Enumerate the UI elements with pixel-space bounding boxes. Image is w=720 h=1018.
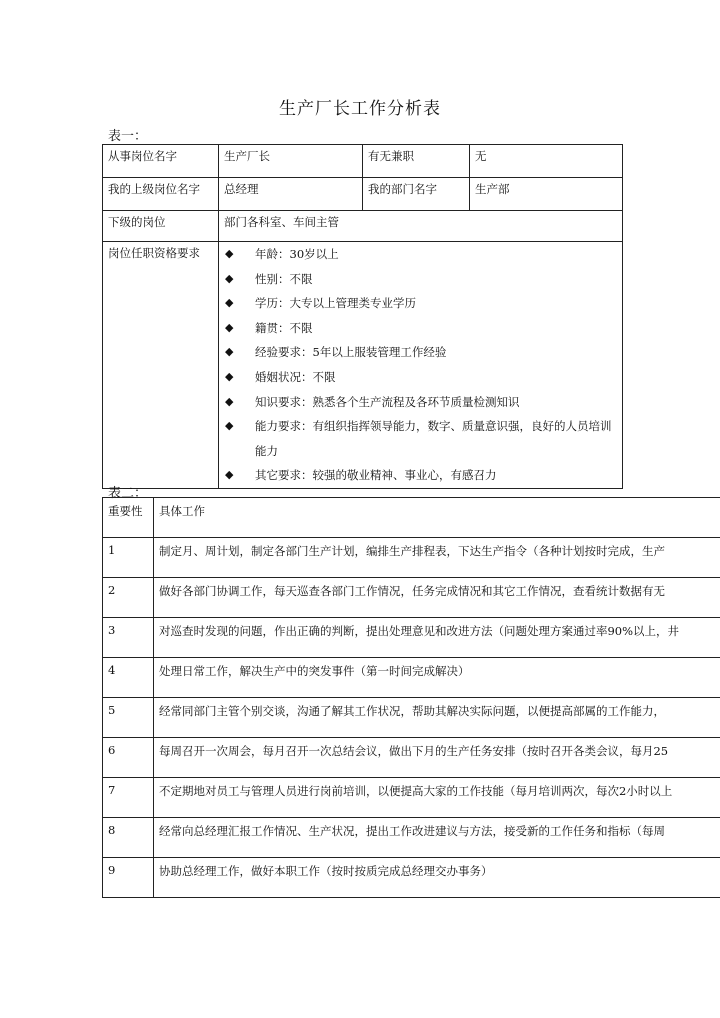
row-number: 5	[103, 698, 154, 738]
duty-text: 对巡查时发现的问题，作出正确的判断，提出处理意见和改进方法（问题处理方案通过率90%以上，井	[154, 618, 720, 658]
diamond-bullet-icon: ◆	[225, 394, 234, 408]
requirement-text: 婚姻状况：不限	[255, 369, 336, 384]
importance-header: 重要性	[103, 498, 154, 538]
diamond-bullet-icon: ◆	[225, 247, 234, 260]
row-number: 2	[103, 578, 154, 618]
list-item	[223, 291, 616, 316]
subordinate-value: 部门各科室、车间主管	[219, 211, 623, 242]
requirement-text: 能力要求：有组织指挥领导能力，数字、质量意识强，良好的人员培训能力	[255, 419, 612, 458]
row-number: 3	[103, 618, 154, 658]
list-item	[223, 463, 616, 488]
position-name-label: 从事岗位名字	[103, 145, 219, 178]
department-value: 生产部	[470, 178, 623, 211]
list-item	[223, 390, 616, 415]
table-row	[103, 818, 720, 858]
requirements-cell	[219, 242, 623, 489]
list-item	[223, 267, 616, 292]
diamond-bullet-icon: ◆	[225, 271, 234, 285]
duty-text: 做好各部门协调工作，每天巡查各部门工作情况，任务完成情况和其它工作情况，查看统计数据有无	[154, 578, 720, 618]
table-row	[103, 578, 720, 618]
duty-text: 协助总经理工作，做好本职工作（按时按质完成总经理交办事务）	[154, 858, 720, 898]
duty-text: 不定期地对员工与管理人员进行岗前培训，以便提高大家的工作技能（每月培训两次，每次2小时以上	[154, 778, 720, 818]
subordinate-label: 下级的岗位	[103, 211, 219, 242]
table-row	[103, 778, 720, 818]
diamond-bullet-icon: ◆	[225, 468, 234, 482]
requirement-text: 性别：不限	[255, 271, 313, 286]
department-label: 我的部门名字	[363, 178, 470, 211]
table1-row	[103, 211, 623, 242]
diamond-bullet-icon: ◆	[225, 419, 234, 433]
diamond-bullet-icon: ◆	[225, 296, 234, 310]
table2-header-row	[103, 498, 720, 538]
table-row	[103, 698, 720, 738]
list-item	[223, 414, 616, 463]
requirements-label: 岗位任职资格要求	[103, 242, 219, 489]
requirement-text: 籍贯：不限	[255, 320, 313, 335]
duty-text: 经常向总经理汇报工作情况、生产状况，提出工作改进建议与方法，接受新的工作任务和指标（每周	[154, 818, 720, 858]
table1-job-info	[102, 144, 623, 489]
table-row	[103, 738, 720, 778]
duty-header: 具体工作	[154, 498, 720, 538]
row-number: 8	[103, 818, 154, 858]
table2-caption: 表二：	[108, 486, 148, 501]
requirements-list	[223, 242, 616, 488]
table-row	[103, 538, 720, 578]
superior-position-label: 我的上级岗位名字	[103, 178, 219, 211]
row-number: 9	[103, 858, 154, 898]
part-time-label: 有无兼职	[363, 145, 470, 178]
document-title: 生产厂长工作分析表	[279, 99, 441, 119]
position-name-value: 生产厂长	[219, 145, 363, 178]
requirement-text: 年龄：30岁以上	[255, 247, 339, 261]
table1-caption: 表一：	[108, 129, 148, 144]
table-row	[103, 858, 720, 898]
table2-duties	[102, 497, 720, 898]
row-number: 6	[103, 738, 154, 778]
duty-text: 经常同部门主管个别交谈，沟通了解其工作状况，帮助其解决实际问题，以便提高部属的工作能力，	[154, 698, 720, 738]
duty-text: 每周召开一次周会，每月召开一次总结会议，做出下月的生产任务安排（按时召开各类会议，每月25	[154, 738, 720, 778]
table1-row	[103, 178, 623, 211]
diamond-bullet-icon: ◆	[225, 320, 234, 334]
diamond-bullet-icon: ◆	[225, 345, 234, 359]
requirement-text: 其它要求：较强的敬业精神、事业心，有感召力	[255, 468, 497, 483]
requirement-text: 学历：大专以上管理类专业学历	[255, 296, 416, 311]
row-number: 1	[103, 538, 154, 578]
list-item	[223, 340, 616, 365]
duty-text: 制定月、周计划，制定各部门生产计划，编排生产排程表，下达生产指令（各种计划按时完成，生产	[154, 538, 720, 578]
row-number: 7	[103, 778, 154, 818]
table1-row	[103, 242, 623, 489]
part-time-value: 无	[470, 145, 623, 178]
row-number: 4	[103, 658, 154, 698]
table-row	[103, 658, 720, 698]
superior-position-value: 总经理	[219, 178, 363, 211]
duty-text: 处理日常工作，解决生产中的突发事件（第一时间完成解决）	[154, 658, 720, 698]
table-row	[103, 618, 720, 658]
requirement-text: 经验要求：5年以上服装管理工作经验	[255, 345, 447, 360]
list-item	[223, 316, 616, 341]
list-item	[223, 365, 616, 390]
table1-row	[103, 145, 623, 178]
diamond-bullet-icon: ◆	[225, 369, 234, 383]
list-item	[223, 242, 616, 267]
requirement-text: 知识要求：熟悉各个生产流程及各环节质量检测知识	[255, 394, 520, 409]
